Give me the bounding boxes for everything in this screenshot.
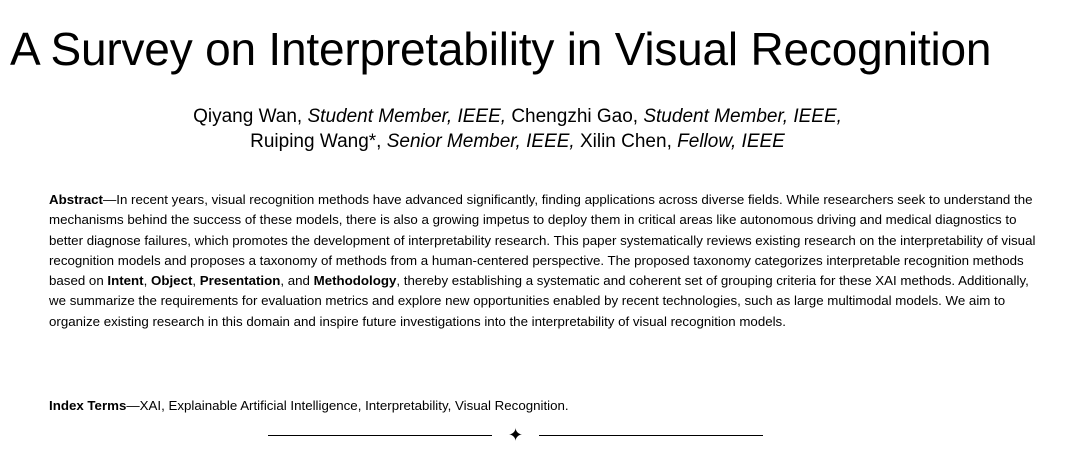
term-object: Object (151, 273, 193, 289)
author-membership: Fellow, IEEE (677, 131, 785, 152)
abstract-text-continued: , thereby establishing a systematic and coherent set of grouping criteria for these XAI methods. Additionally, we summarize the requirements for evaluation metrics and explore new opportunities enabled by recent technologies, such as large multimodal models. We aim to organize existing research in this domain and inspire future investigations into the interpretability of visual recognition models. (49, 273, 1029, 329)
divider-rule-left (268, 435, 492, 436)
section-divider (268, 424, 764, 446)
term-presentation: Presentation (199, 273, 281, 289)
divider-star-icon: ✦ (508, 425, 524, 445)
author-membership: Senior Member, IEEE, (386, 131, 575, 152)
author-membership: Student Member, IEEE, (643, 106, 842, 127)
index-terms (49, 396, 1049, 416)
term-methodology: Methodology (313, 273, 397, 289)
divider-rule-right (539, 435, 763, 436)
index-terms-label: Index Terms (49, 398, 127, 413)
abstract-dash: — (102, 192, 117, 207)
separator: , (192, 273, 200, 289)
abstract-label: Abstract (49, 192, 103, 207)
author-name: Chengzhi Gao, (506, 106, 644, 127)
author-line-1 (0, 104, 1035, 129)
index-terms-dash: — (126, 398, 140, 413)
abstract (49, 190, 1049, 332)
separator: , and (280, 273, 314, 289)
author-list (0, 104, 1035, 154)
author-line-2 (0, 129, 1035, 154)
author-name: Ruiping Wang*, (250, 131, 387, 152)
abstract-text: In recent years, visual recognition methods have advanced significantly, finding applications across diverse fields. While researchers seek to understand the mechanisms behind the success of these models, there is also a growing impetus to deploy them in critical areas like autonomous driving and medical diagnostics to better diagnose failures, which promotes the development of interpretability research. This paper systematically reviews existing research on the interpretability of visual recognition models and proposes a taxonomy of methods from a human-centered perspective. The proposed taxonomy categorizes interpretable recognition methods based on (49, 192, 1036, 289)
paper-title: A Survey on Interpretability in Visual Recognition (10, 23, 992, 75)
term-intent: Intent (107, 273, 144, 289)
author-name: Qiyang Wan, (193, 106, 308, 127)
index-terms-text: XAI, Explainable Artificial Intelligence, Interpretability, Visual Recognition. (139, 398, 569, 413)
author-name: Xilin Chen, (574, 131, 678, 152)
author-membership: Student Member, IEEE, (307, 106, 507, 127)
separator: , (143, 273, 152, 289)
